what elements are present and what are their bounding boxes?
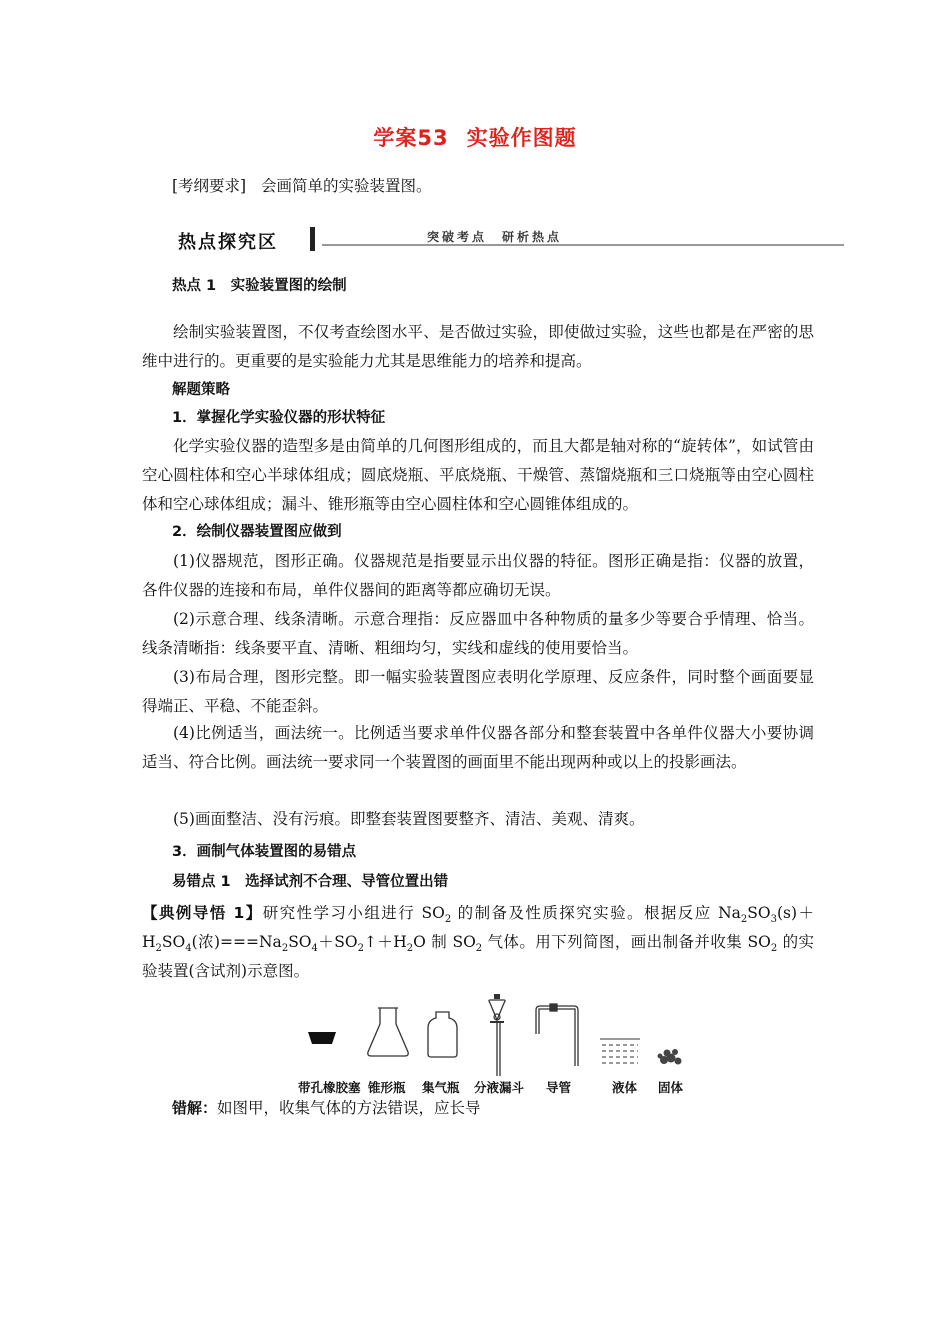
apparatus-drawings bbox=[290, 994, 700, 1076]
example-paragraph bbox=[142, 899, 814, 986]
example-text: H bbox=[142, 933, 156, 951]
hotspot-heading: 热点 1 实验装置图的绘制 bbox=[172, 278, 347, 294]
rule-item-4: (4)比例适当，画法统一。比例适当要求单件仪器各部分和整套装置中各单件仪器大小要协调适当、符合比例。画法统一要求同一个装置图的画面里不能出现两种或以上的投影画法。 bbox=[142, 724, 814, 771]
example-text: (s)＋ bbox=[777, 904, 814, 922]
rule-item-1: (1)仪器规范，图形正确。仪器规范是指要显示出仪器的特征。图形正确是指：仪器的放置，各件仪器的连接和布局，单件仪器间的距离等都应确切无误。 bbox=[142, 552, 814, 599]
error-label: 错解： bbox=[172, 1099, 218, 1117]
label-solid: 固体 bbox=[658, 1080, 684, 1095]
error-point-heading: 易错点 1 选择试剂不合理、导管位置出错 bbox=[172, 874, 449, 890]
example-label: 【典例导悟 1】 bbox=[142, 904, 263, 922]
example-text: 的实验装置(含试剂)示意图。 bbox=[142, 933, 814, 980]
example-text: O 制 SO bbox=[413, 933, 476, 951]
solid-icon bbox=[658, 1049, 682, 1065]
subscript: 4 bbox=[311, 943, 318, 955]
requirement-label: [考纲要求] bbox=[172, 177, 247, 195]
example-text: (浓)===Na bbox=[191, 933, 282, 951]
label-liquid: 液体 bbox=[612, 1080, 638, 1095]
error-note bbox=[172, 1098, 852, 1118]
rule-item-5: (5)画面整洁、没有污痕。即整套装置图要整齐、清洁、美观、清爽。 bbox=[173, 810, 645, 828]
title-text: 实验作图题 bbox=[466, 126, 577, 150]
page-title bbox=[0, 122, 950, 152]
example-text: 研究性学习小组进行 SO bbox=[262, 904, 445, 922]
section1-heading: 1．掌握化学实验仪器的形状特征 bbox=[172, 410, 386, 426]
separatory-funnel-icon bbox=[489, 994, 505, 1076]
banner-subtitle: 突破考点 研析热点 bbox=[427, 230, 563, 244]
subscript: 2 bbox=[740, 914, 748, 926]
label-stopper: 带孔橡胶塞 bbox=[298, 1080, 361, 1095]
subscript: 2 bbox=[155, 943, 162, 955]
banner-bar bbox=[310, 227, 315, 251]
label-gas-jar: 集气瓶 bbox=[422, 1080, 460, 1095]
section-banner bbox=[172, 224, 844, 258]
liquid-icon bbox=[600, 1039, 640, 1063]
label-conical-flask: 锥形瓶 bbox=[368, 1080, 406, 1095]
apparatus-figure bbox=[290, 994, 700, 1094]
subscript: 4 bbox=[185, 943, 192, 955]
banner-title: 热点探究区 bbox=[178, 232, 278, 253]
example-text: SO bbox=[747, 904, 771, 922]
example-text: ＋SO bbox=[317, 933, 358, 951]
title-number: 学案53 bbox=[373, 126, 449, 150]
subscript: 2 bbox=[770, 943, 778, 955]
stopper-icon bbox=[308, 1032, 336, 1044]
requirement-text: 会画简单的实验装置图。 bbox=[261, 177, 432, 195]
example-text: SO bbox=[161, 933, 186, 951]
example-text: 的制备及性质探究实验。根据反应 Na bbox=[451, 904, 741, 922]
section3-heading: 3．画制气体装置图的易错点 bbox=[172, 844, 357, 860]
error-text: 如图甲，收集气体的方法错误，应长导 bbox=[217, 1099, 481, 1117]
subscript: 2 bbox=[281, 943, 289, 955]
delivery-tube-icon bbox=[536, 1004, 578, 1066]
subscript: 2 bbox=[444, 914, 452, 926]
rule-item-2: (2)示意合理、线条清晰。示意合理指：反应器皿中各种物质的量多少等要合乎情理、恰当。线条清晰指：线条要平直、清晰、粗细均匀，实线和虚线的使用要恰当。 bbox=[142, 610, 814, 657]
example-text: ↑＋H bbox=[363, 933, 407, 951]
intro-paragraph: 绘制实验装置图，不仅考查绘图水平、是否做过实验，即使做过实验，这些也都是在严密的思维中进行的。更重要的是实验能力尤其是思维能力的培养和提高。 bbox=[142, 323, 814, 370]
subscript: 2 bbox=[475, 943, 483, 955]
requirement-line bbox=[172, 176, 852, 196]
banner-rule bbox=[322, 244, 844, 246]
example-text: 气体。用下列简图，画出制备并收集 SO bbox=[482, 933, 771, 951]
rule-item-3: (3)布局合理，图形完整。即一幅实验装置图应表明化学原理、反应条件，同时整个画面要显得端正、平稳、不能歪斜。 bbox=[142, 668, 814, 715]
subscript: 2 bbox=[357, 943, 364, 955]
subscript: 3 bbox=[770, 914, 777, 926]
gas-jar-icon bbox=[428, 1012, 457, 1057]
label-separatory-funnel: 分液漏斗 bbox=[474, 1080, 525, 1095]
section2-heading: 2．绘制仪器装置图应做到 bbox=[172, 524, 342, 540]
example-text: SO bbox=[288, 933, 312, 951]
label-delivery-tube: 导管 bbox=[546, 1080, 572, 1095]
subscript: 2 bbox=[406, 943, 414, 955]
section1-paragraph: 化学实验仪器的造型多是由简单的几何图形组成的，而且大都是轴对称的“旋转体”，如试管由空心圆柱体和空心半球体组成；圆底烧瓶、平底烧瓶、干燥管、蒸馏烧瓶和三口烧瓶等由空心圆柱体和空心球体组成；漏斗、锥形瓶等由空心圆柱体和空心圆锥体组成的。 bbox=[142, 437, 814, 513]
conical-flask-icon bbox=[368, 1008, 408, 1056]
strategy-heading: 解题策略 bbox=[172, 382, 230, 398]
